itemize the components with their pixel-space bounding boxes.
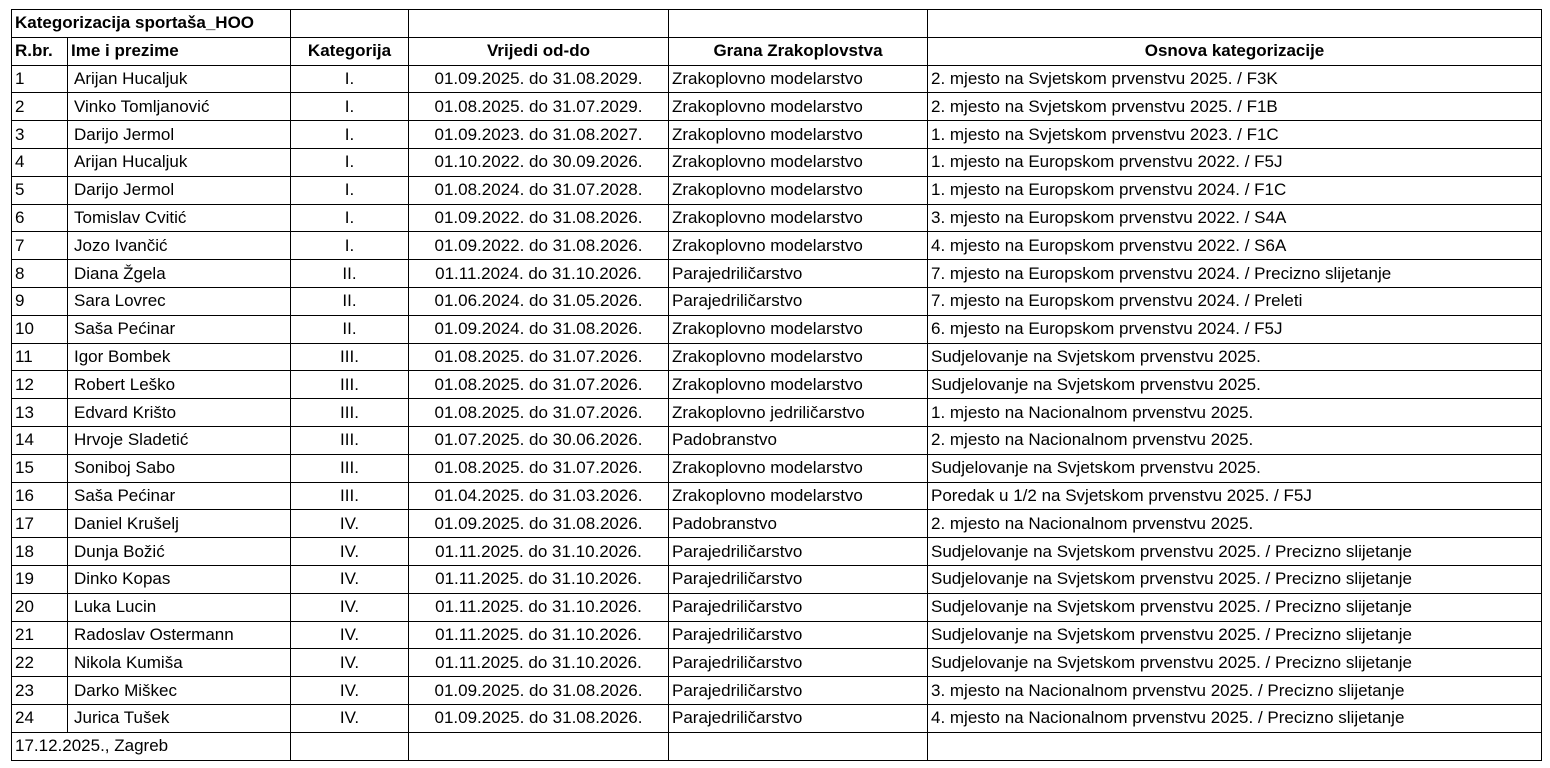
cell-branch[interactable]: Parajedriličarstvo bbox=[669, 649, 928, 677]
cell-validity[interactable]: 01.11.2025. do 31.10.2026. bbox=[409, 538, 669, 566]
cell-rbr[interactable]: 11 bbox=[12, 343, 68, 371]
cell-category[interactable]: I. bbox=[291, 232, 409, 260]
cell-validity[interactable]: 01.11.2025. do 31.10.2026. bbox=[409, 593, 669, 621]
cell-branch[interactable]: Zrakoplovno modelarstvo bbox=[669, 315, 928, 343]
categorization-table bbox=[11, 9, 1542, 761]
cell-basis[interactable]: 7. mjesto na Europskom prvenstvu 2024. / Preleti bbox=[928, 287, 1542, 315]
cell-basis[interactable]: 7. mjesto na Europskom prvenstvu 2024. / Precizno slijetanje bbox=[928, 260, 1542, 288]
cell-rbr[interactable]: 7 bbox=[12, 232, 68, 260]
cell-category[interactable]: I. bbox=[291, 93, 409, 121]
cell-branch[interactable]: Zrakoplovno modelarstvo bbox=[669, 148, 928, 176]
cell-basis[interactable]: 3. mjesto na Europskom prvenstvu 2022. / S4A bbox=[928, 204, 1542, 232]
cell-basis[interactable]: 1. mjesto na Europskom prvenstvu 2022. / F5J bbox=[928, 148, 1542, 176]
table-row bbox=[12, 454, 1542, 482]
cell-branch[interactable]: Padobranstvo bbox=[669, 510, 928, 538]
cell-validity[interactable]: 01.08.2025. do 31.07.2029. bbox=[409, 93, 669, 121]
cell-rbr[interactable]: 23 bbox=[12, 677, 68, 705]
empty-cell[interactable] bbox=[291, 10, 409, 38]
cell-category[interactable]: II. bbox=[291, 287, 409, 315]
cell-category[interactable]: I. bbox=[291, 148, 409, 176]
empty-cell[interactable] bbox=[928, 732, 1542, 760]
cell-name[interactable]: Darijo Jermol bbox=[68, 121, 291, 149]
cell-basis[interactable]: Sudjelovanje na Svjetskom prvenstvu 2025. bbox=[928, 343, 1542, 371]
cell-branch[interactable]: Zrakoplovno jedriličarstvo bbox=[669, 399, 928, 427]
cell-validity[interactable]: 01.09.2025. do 31.08.2026. bbox=[409, 510, 669, 538]
cell-basis[interactable]: 6. mjesto na Europskom prvenstvu 2024. / F5J bbox=[928, 315, 1542, 343]
cell-rbr[interactable]: 2 bbox=[12, 93, 68, 121]
cell-rbr[interactable]: 17 bbox=[12, 510, 68, 538]
cell-name[interactable]: Jurica Tušek bbox=[68, 704, 291, 732]
cell-basis[interactable]: Sudjelovanje na Svjetskom prvenstvu 2025. / Precizno slijetanje bbox=[928, 593, 1542, 621]
cell-basis[interactable]: Poredak u 1/2 na Svjetskom prvenstvu 2025. / F5J bbox=[928, 482, 1542, 510]
cell-name[interactable]: Saša Pećinar bbox=[68, 315, 291, 343]
table-row bbox=[12, 287, 1542, 315]
cell-branch[interactable]: Parajedriličarstvo bbox=[669, 621, 928, 649]
cell-rbr[interactable]: 16 bbox=[12, 482, 68, 510]
table-row bbox=[12, 621, 1542, 649]
header-row bbox=[12, 37, 1542, 65]
cell-category[interactable]: I. bbox=[291, 176, 409, 204]
cell-branch[interactable]: Padobranstvo bbox=[669, 426, 928, 454]
cell-rbr[interactable]: 22 bbox=[12, 649, 68, 677]
cell-name[interactable]: Hrvoje Sladetić bbox=[68, 426, 291, 454]
cell-basis[interactable]: Sudjelovanje na Svjetskom prvenstvu 2025. / Precizno slijetanje bbox=[928, 649, 1542, 677]
cell-validity[interactable]: 01.11.2025. do 31.10.2026. bbox=[409, 649, 669, 677]
cell-rbr[interactable]: 15 bbox=[12, 454, 68, 482]
cell-branch[interactable]: Parajedriličarstvo bbox=[669, 260, 928, 288]
cell-category[interactable]: III. bbox=[291, 399, 409, 427]
cell-name[interactable]: Tomislav Cvitić bbox=[68, 204, 291, 232]
cell-rbr[interactable]: 20 bbox=[12, 593, 68, 621]
cell-name[interactable]: Daniel Krušelj bbox=[68, 510, 291, 538]
cell-branch[interactable]: Parajedriličarstvo bbox=[669, 704, 928, 732]
empty-cell[interactable] bbox=[928, 10, 1542, 38]
cell-validity[interactable]: 01.09.2024. do 31.08.2026. bbox=[409, 315, 669, 343]
cell-name[interactable]: Edvard Krišto bbox=[68, 399, 291, 427]
cell-name[interactable]: Soniboj Sabo bbox=[68, 454, 291, 482]
cell-rbr[interactable]: 8 bbox=[12, 260, 68, 288]
cell-validity[interactable]: 01.09.2025. do 31.08.2026. bbox=[409, 704, 669, 732]
table-row bbox=[12, 148, 1542, 176]
cell-name[interactable]: Vinko Tomljanović bbox=[68, 93, 291, 121]
cell-branch[interactable]: Zrakoplovno modelarstvo bbox=[669, 93, 928, 121]
cell-category[interactable]: IV. bbox=[291, 565, 409, 593]
table-row bbox=[12, 232, 1542, 260]
empty-cell[interactable] bbox=[409, 10, 669, 38]
cell-name[interactable]: Robert Leško bbox=[68, 371, 291, 399]
cell-name[interactable]: Darijo Jermol bbox=[68, 176, 291, 204]
table-row bbox=[12, 176, 1542, 204]
table-row bbox=[12, 371, 1542, 399]
table-row bbox=[12, 343, 1542, 371]
cell-validity[interactable]: 01.08.2024. do 31.07.2028. bbox=[409, 176, 669, 204]
table-row bbox=[12, 260, 1542, 288]
cell-category[interactable]: I. bbox=[291, 204, 409, 232]
table-row bbox=[12, 565, 1542, 593]
cell-name[interactable]: Saša Pećinar bbox=[68, 482, 291, 510]
cell-rbr[interactable]: 5 bbox=[12, 176, 68, 204]
cell-category[interactable]: II. bbox=[291, 315, 409, 343]
cell-validity[interactable]: 01.11.2024. do 31.10.2026. bbox=[409, 260, 669, 288]
cell-validity[interactable]: 01.10.2022. do 30.09.2026. bbox=[409, 148, 669, 176]
cell-validity[interactable]: 01.09.2023. do 31.08.2027. bbox=[409, 121, 669, 149]
table-row bbox=[12, 204, 1542, 232]
cell-category[interactable]: III. bbox=[291, 343, 409, 371]
table-row bbox=[12, 593, 1542, 621]
sheet-title[interactable]: Kategorizacija sportaša_HOO bbox=[12, 10, 291, 38]
cell-rbr[interactable]: 18 bbox=[12, 538, 68, 566]
table-row bbox=[12, 399, 1542, 427]
cell-rbr[interactable]: 21 bbox=[12, 621, 68, 649]
cell-category[interactable]: IV. bbox=[291, 593, 409, 621]
cell-name[interactable]: Dunja Božić bbox=[68, 538, 291, 566]
cell-basis[interactable]: 3. mjesto na Nacionalnom prvenstvu 2025. / Precizno slijetanje bbox=[928, 677, 1542, 705]
cell-validity[interactable]: 01.08.2025. do 31.07.2026. bbox=[409, 343, 669, 371]
cell-rbr[interactable]: 19 bbox=[12, 565, 68, 593]
cell-rbr[interactable]: 24 bbox=[12, 704, 68, 732]
cell-rbr[interactable]: 14 bbox=[12, 426, 68, 454]
cell-basis[interactable]: 2. mjesto na Nacionalnom prvenstvu 2025. bbox=[928, 510, 1542, 538]
cell-name[interactable]: Luka Lucin bbox=[68, 593, 291, 621]
cell-category[interactable]: IV. bbox=[291, 621, 409, 649]
table-row bbox=[12, 649, 1542, 677]
cell-rbr[interactable]: 12 bbox=[12, 371, 68, 399]
cell-branch[interactable]: Parajedriličarstvo bbox=[669, 287, 928, 315]
cell-rbr[interactable]: 4 bbox=[12, 148, 68, 176]
footer-row bbox=[12, 732, 1542, 760]
cell-validity[interactable]: 01.04.2025. do 31.03.2026. bbox=[409, 482, 669, 510]
cell-rbr[interactable]: 6 bbox=[12, 204, 68, 232]
cell-basis[interactable]: 4. mjesto na Nacionalnom prvenstvu 2025. / Precizno slijetanje bbox=[928, 704, 1542, 732]
cell-validity[interactable]: 01.08.2025. do 31.07.2026. bbox=[409, 371, 669, 399]
cell-basis[interactable]: 4. mjesto na Europskom prvenstvu 2022. / S6A bbox=[928, 232, 1542, 260]
cell-basis[interactable]: 1. mjesto na Svjetskom prvenstvu 2023. / F1C bbox=[928, 121, 1542, 149]
cell-branch[interactable]: Zrakoplovno modelarstvo bbox=[669, 482, 928, 510]
cell-name[interactable]: Darko Miškec bbox=[68, 677, 291, 705]
footer-date-place[interactable]: 17.12.2025., Zagreb bbox=[12, 732, 291, 760]
cell-branch[interactable]: Zrakoplovno modelarstvo bbox=[669, 176, 928, 204]
cell-validity[interactable]: 01.08.2025. do 31.07.2026. bbox=[409, 454, 669, 482]
cell-basis[interactable]: Sudjelovanje na Svjetskom prvenstvu 2025. bbox=[928, 371, 1542, 399]
cell-name[interactable]: Sara Lovrec bbox=[68, 287, 291, 315]
cell-category[interactable]: I. bbox=[291, 121, 409, 149]
cell-category[interactable]: IV. bbox=[291, 677, 409, 705]
cell-category[interactable]: III. bbox=[291, 454, 409, 482]
cell-validity[interactable]: 01.11.2025. do 31.10.2026. bbox=[409, 621, 669, 649]
cell-category[interactable]: IV. bbox=[291, 510, 409, 538]
title-row bbox=[12, 10, 1542, 38]
cell-name[interactable]: Dinko Kopas bbox=[68, 565, 291, 593]
cell-name[interactable]: Diana Žgela bbox=[68, 260, 291, 288]
cell-name[interactable]: Arijan Hucaljuk bbox=[68, 148, 291, 176]
table-row bbox=[12, 93, 1542, 121]
table-row bbox=[12, 677, 1542, 705]
table-row bbox=[12, 704, 1542, 732]
cell-rbr[interactable]: 13 bbox=[12, 399, 68, 427]
empty-cell[interactable] bbox=[669, 10, 928, 38]
cell-validity[interactable]: 01.06.2024. do 31.05.2026. bbox=[409, 287, 669, 315]
spreadsheet bbox=[11, 9, 1542, 761]
empty-cell[interactable] bbox=[669, 732, 928, 760]
cell-validity[interactable]: 01.07.2025. do 30.06.2026. bbox=[409, 426, 669, 454]
table-row bbox=[12, 510, 1542, 538]
cell-validity[interactable]: 01.09.2025. do 31.08.2026. bbox=[409, 677, 669, 705]
cell-branch[interactable]: Zrakoplovno modelarstvo bbox=[669, 371, 928, 399]
cell-branch[interactable]: Parajedriličarstvo bbox=[669, 565, 928, 593]
cell-name[interactable]: Radoslav Ostermann bbox=[68, 621, 291, 649]
cell-basis[interactable]: Sudjelovanje na Svjetskom prvenstvu 2025. bbox=[928, 454, 1542, 482]
cell-basis[interactable]: 1. mjesto na Nacionalnom prvenstvu 2025. bbox=[928, 399, 1542, 427]
header-rbr[interactable]: R.br. bbox=[12, 37, 68, 65]
table-row bbox=[12, 315, 1542, 343]
cell-category[interactable]: IV. bbox=[291, 538, 409, 566]
cell-branch[interactable]: Zrakoplovno modelarstvo bbox=[669, 343, 928, 371]
cell-basis[interactable]: Sudjelovanje na Svjetskom prvenstvu 2025. / Precizno slijetanje bbox=[928, 621, 1542, 649]
cell-branch[interactable]: Zrakoplovno modelarstvo bbox=[669, 232, 928, 260]
cell-branch[interactable]: Zrakoplovno modelarstvo bbox=[669, 204, 928, 232]
cell-basis[interactable]: 2. mjesto na Nacionalnom prvenstvu 2025. bbox=[928, 426, 1542, 454]
table-row bbox=[12, 65, 1542, 93]
header-branch[interactable]: Grana Zrakoplovstva bbox=[669, 37, 928, 65]
cell-validity[interactable]: 01.11.2025. do 31.10.2026. bbox=[409, 565, 669, 593]
cell-validity[interactable]: 01.09.2022. do 31.08.2026. bbox=[409, 204, 669, 232]
cell-branch[interactable]: Zrakoplovno modelarstvo bbox=[669, 121, 928, 149]
cell-validity[interactable]: 01.09.2022. do 31.08.2026. bbox=[409, 232, 669, 260]
cell-category[interactable]: II. bbox=[291, 260, 409, 288]
cell-rbr[interactable]: 1 bbox=[12, 65, 68, 93]
table-row bbox=[12, 426, 1542, 454]
cell-name[interactable]: Igor Bombek bbox=[68, 343, 291, 371]
cell-name[interactable]: Nikola Kumiša bbox=[68, 649, 291, 677]
cell-branch[interactable]: Zrakoplovno modelarstvo bbox=[669, 65, 928, 93]
cell-basis[interactable]: 2. mjesto na Svjetskom prvenstvu 2025. / F3K bbox=[928, 65, 1542, 93]
table-row bbox=[12, 121, 1542, 149]
cell-category[interactable]: IV. bbox=[291, 704, 409, 732]
cell-rbr[interactable]: 3 bbox=[12, 121, 68, 149]
cell-category[interactable]: I. bbox=[291, 65, 409, 93]
cell-branch[interactable]: Parajedriličarstvo bbox=[669, 538, 928, 566]
cell-name[interactable]: Arijan Hucaljuk bbox=[68, 65, 291, 93]
cell-category[interactable]: III. bbox=[291, 482, 409, 510]
cell-branch[interactable]: Parajedriličarstvo bbox=[669, 593, 928, 621]
cell-basis[interactable]: 1. mjesto na Europskom prvenstvu 2024. / F1C bbox=[928, 176, 1542, 204]
cell-category[interactable]: III. bbox=[291, 371, 409, 399]
cell-basis[interactable]: Sudjelovanje na Svjetskom prvenstvu 2025. / Precizno slijetanje bbox=[928, 538, 1542, 566]
cell-rbr[interactable]: 10 bbox=[12, 315, 68, 343]
cell-name[interactable]: Jozo Ivančić bbox=[68, 232, 291, 260]
table-row bbox=[12, 482, 1542, 510]
cell-category[interactable]: IV. bbox=[291, 649, 409, 677]
cell-rbr[interactable]: 9 bbox=[12, 287, 68, 315]
empty-cell[interactable] bbox=[409, 732, 669, 760]
header-category[interactable]: Kategorija bbox=[291, 37, 409, 65]
cell-branch[interactable]: Zrakoplovno modelarstvo bbox=[669, 454, 928, 482]
cell-validity[interactable]: 01.09.2025. do 31.08.2029. bbox=[409, 65, 669, 93]
cell-validity[interactable]: 01.08.2025. do 31.07.2026. bbox=[409, 399, 669, 427]
header-basis[interactable]: Osnova kategorizacije bbox=[928, 37, 1542, 65]
cell-basis[interactable]: 2. mjesto na Svjetskom prvenstvu 2025. / F1B bbox=[928, 93, 1542, 121]
empty-cell[interactable] bbox=[291, 732, 409, 760]
table-row bbox=[12, 538, 1542, 566]
header-name[interactable]: Ime i prezime bbox=[68, 37, 291, 65]
cell-basis[interactable]: Sudjelovanje na Svjetskom prvenstvu 2025. / Precizno slijetanje bbox=[928, 565, 1542, 593]
cell-category[interactable]: III. bbox=[291, 426, 409, 454]
header-validity[interactable]: Vrijedi od-do bbox=[409, 37, 669, 65]
cell-branch[interactable]: Parajedriličarstvo bbox=[669, 677, 928, 705]
